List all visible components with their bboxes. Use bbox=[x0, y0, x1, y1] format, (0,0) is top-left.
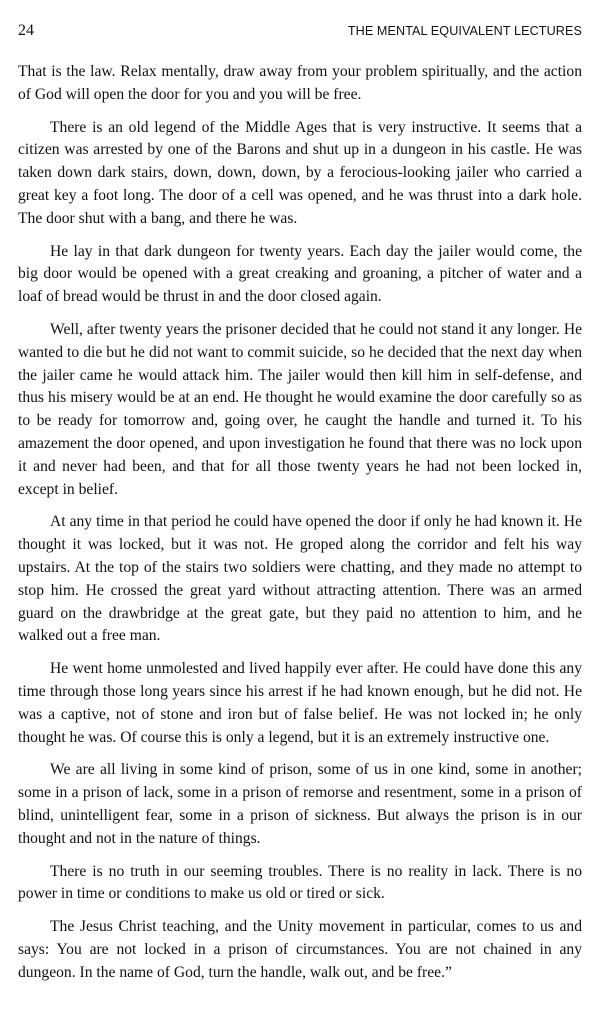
paragraph: There is an old legend of the Middle Ages that is very instructive. It seems that a citizen was arrested by one of the Barons and shut up in a dungeon in his castle. He was taken down dark stairs, down, down, down, by a ferocious-looking jailer who carried a great key a foot long. The door of a cell was opened, and he was thrust into a dark hole. The door shut with a bang, and there he was. bbox=[18, 118, 582, 227]
paragraph: That is the law. Relax mentally, draw away from your problem spiritually, and the action of God will open the door for you and you will be free. bbox=[18, 63, 582, 103]
paragraph: The Jesus Christ teaching, and the Unity movement in particular, comes to us and says: You are not locked in a prison of circumstances. You are not chained in any dungeon. In the name of God, turn the handle, walk out, and be free.” bbox=[18, 918, 582, 981]
book-page bbox=[18, 22, 582, 994]
running-title: THE MENTAL EQUIVALENT LECTURES bbox=[347, 24, 582, 38]
paragraph: At any time in that period he could have opened the door if only he had known it. He thought it was locked, but it was not. He groped along the corridor and felt his way upstairs. At the top of the stairs two soldiers were chatting, and they made no attempt to stop him. He crossed the great yard without attracting attention. There was an armed guard on the drawbridge at the great gate, but they paid no attention to him, and he walked out a free man. bbox=[18, 513, 582, 645]
paragraph: There is no truth in our seeming troubles. There is no reality in lack. There is no power in time or conditions to make us old or tired or sick. bbox=[18, 862, 582, 903]
paragraph: We are all living in some kind of prison, some of us in one kind, some in another; some in a prison of lack, some in a prison of remorse and resentment, some in a prison of blind, unintelligent fear, some in a prison of sickness. But always the prison is in our thought and not in the nature of things. bbox=[18, 761, 582, 847]
page-body bbox=[18, 61, 582, 984]
paragraph: He lay in that dark dungeon for twenty years. Each day the jailer would come, the big door would be opened with a great creaking and groaning, a pitcher of water and a loaf of bread would be thrust in and the door closed again. bbox=[18, 242, 582, 306]
page-header bbox=[18, 22, 582, 40]
page-number: 24 bbox=[18, 22, 34, 39]
paragraph: He went home unmolested and lived happily ever after. He could have done this any time through those long years since his arrest if he had known enough, but he did not. He was a captive, not of stone and iron but of false belief. He was not locked in; he only thought he was. Of course this is only a legend, but it is an extremely instructive one. bbox=[18, 660, 582, 746]
paragraph: Well, after twenty years the prisoner decided that he could not stand it any longer. He wanted to die but he did not want to commit suicide, so he decided that the next day when the jailer came he would attack him. The jailer would then kill him in self-defense, and thus his misery would be at an end. He thought he would examine the door carefully so as to be ready for tomorrow and, going over, he caught the handle and turned it. To his amazement the door opened, and upon investigation he found that there was no lock upon it and never had been, and that for all those twenty years he had not been locked in, except in belief. bbox=[18, 320, 582, 498]
